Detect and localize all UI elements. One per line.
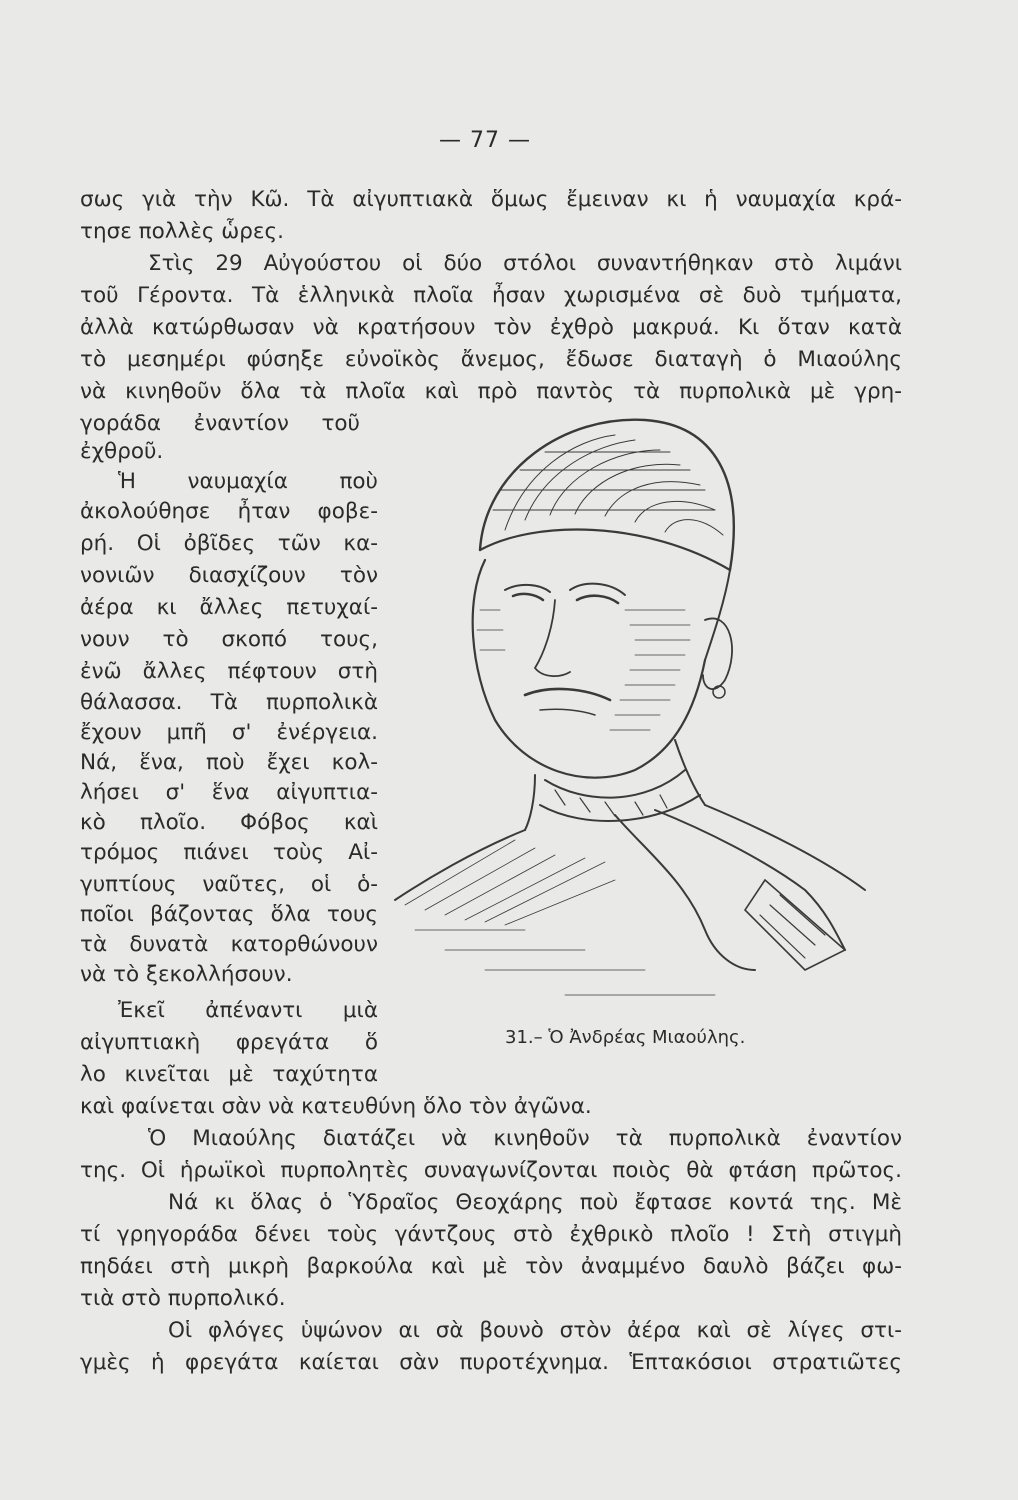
text-line: λο κινεῖται μὲ ταχύτητα	[80, 1062, 378, 1087]
text-line: κὸ πλοῖο. Φόβος καὶ	[80, 810, 378, 835]
text-line: σως γιὰ τὴν Κῶ. Τὰ αἰγυπτιακὰ ὅμως ἔμειναν κι ἡ ναυμαχία κρά-	[80, 187, 902, 212]
text-line: θάλασσα. Τὰ πυρπολικὰ	[80, 690, 378, 715]
text-line: ρή. Οἱ ὀβῖδες τῶν κα-	[80, 531, 378, 556]
text-line: ἀέρα κι ἄλλες πετυχαί-	[80, 595, 378, 620]
portrait-illustration	[385, 410, 885, 1010]
text-line: νὰ τὸ ξεκολλήσουν.	[80, 962, 293, 987]
text-line: τὰ δυνατὰ κατορθώνουν	[80, 932, 378, 957]
text-line: ἀκολούθησε ἦταν φοβε-	[80, 499, 378, 524]
text-line: λήσει σ' ἕνα αἰγυπτια-	[80, 780, 378, 805]
text-line: τί γρηγοράδα δένει τοὺς γάντζους στὸ ἐχθρικὸ πλοῖο ! Στὴ στιγμὴ	[80, 1222, 902, 1247]
text-line: τὸ μεσημέρι φύσηξε εὐνοϊκὸς ἄνεμος, ἔδωσε διαταγὴ ὁ Μιαούλης	[80, 347, 902, 372]
text-line: καὶ φαίνεται σὰν νὰ κατευθύνη ὅλο τὸν ἀγῶνα.	[80, 1094, 592, 1119]
text-line: νουν τὸ σκοπό τους,	[80, 627, 378, 652]
text-line: ἀλλὰ κατώρθωσαν νὰ κρατήσουν τὸν ἐχθρὸ μακρυά. Κι ὅταν κατὰ	[80, 315, 902, 340]
text-line: Νά κι ὅλας ὁ Ὑδραῖος Θεοχάρης ποὺ ἔφτασε κοντά της. Μὲ	[168, 1190, 902, 1215]
text-line: τησε πολλὲς ὧρες.	[80, 219, 284, 244]
text-line: Ὁ Μιαούλης διατάζει νὰ κινηθοῦν τὰ πυρπολικὰ ἐναντίον	[148, 1126, 902, 1151]
page-number: — 77 —	[439, 128, 531, 153]
text-line: νὰ κινηθοῦν ὅλα τὰ πλοῖα καὶ πρὸ παντὸς τὰ πυρπολικὰ μὲ γρη-	[80, 379, 902, 404]
text-line: τιὰ στὸ πυρπολικό.	[80, 1286, 286, 1311]
text-line: πηδάει στὴ μικρὴ βαρκούλα καὶ μὲ τὸν ἀναμμένο δαυλὸ βάζει φω-	[80, 1254, 902, 1279]
text-line: νονιῶν διασχίζουν τὸν	[80, 563, 378, 588]
text-line: ἔχουν μπῆ σ' ἐνέργεια.	[80, 720, 378, 745]
text-line: γοράδα ἐναντίον τοῦ	[80, 411, 360, 436]
text-line: Νά, ἕνα, ποὺ ἔχει κολ-	[80, 750, 378, 775]
text-line: τρόμος πιάνει τοὺς Αἰ-	[80, 840, 378, 865]
text-line: ποῖοι βάζοντας ὅλα τους	[80, 902, 378, 927]
text-line: γυπτίους ναῦτες, οἱ ὁ-	[80, 872, 378, 897]
figure-caption: 31.– Ὁ Ἀνδρέας Μιαούλης.	[505, 1027, 746, 1048]
text-line: Στὶς 29 Αὐγούστου οἱ δύο στόλοι συναντήθηκαν στὸ λιμάνι	[148, 251, 902, 276]
text-line: της. Οἱ ἡρωϊκοὶ πυρπολητὲς συναγωνίζονται ποιὸς θὰ φτάση πρῶτος.	[80, 1158, 902, 1183]
text-line: ἐνῶ ἄλλες πέφτουν στὴ	[80, 659, 378, 684]
text-line: γμὲς ἡ φρεγάτα καίεται σὰν πυροτέχνημα. Ἑπτακόσιοι στρατιῶτες	[80, 1350, 902, 1375]
text-line: αἰγυπτιακὴ φρεγάτα ὅ	[80, 1030, 378, 1055]
text-line: ἐχθροῦ.	[80, 439, 164, 464]
text-line: τοῦ Γέροντα. Τὰ ἑλληνικὰ πλοῖα ἦσαν χωρισμένα σὲ δυὸ τμήματα,	[80, 283, 902, 308]
text-line: Ἡ ναυμαχία ποὺ	[118, 469, 378, 494]
text-line: Οἱ φλόγες ὑψώνον αι σὰ βουνὸ στὸν ἀέρα καὶ σὲ λίγες στι-	[168, 1318, 902, 1343]
text-line: Ἐκεῖ ἀπέναντι μιὰ	[118, 998, 378, 1023]
